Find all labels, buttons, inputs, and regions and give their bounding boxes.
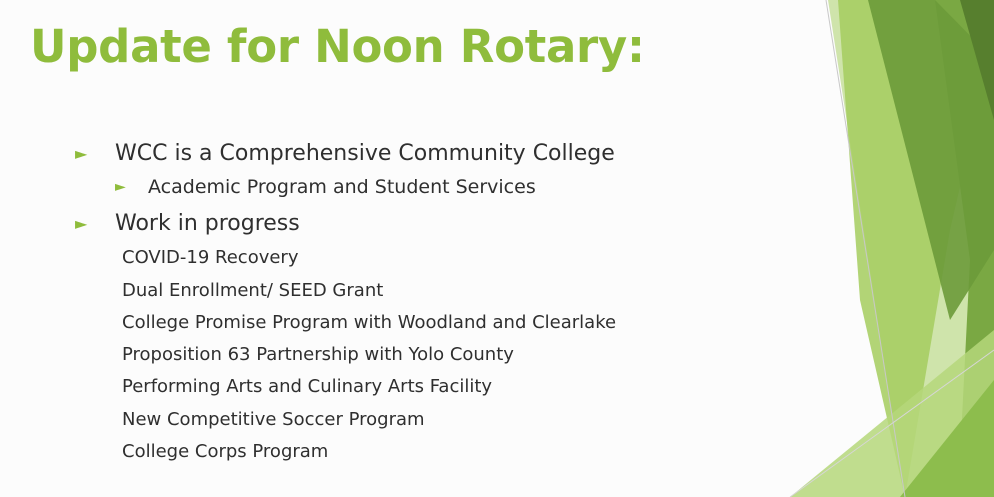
- slide-title: Update for Noon Rotary:: [30, 20, 645, 73]
- bullet-work-in-progress: [75, 211, 300, 236]
- sub-bullet-academic-program: [115, 176, 536, 198]
- progress-item-arts-facility: Performing Arts and Culinary Arts Facility: [122, 376, 493, 397]
- bullet-comprehensive-college: [75, 141, 615, 166]
- progress-item-covid-recovery: COVID-19 Recovery: [122, 247, 299, 268]
- progress-item-college-promise: College Promise Program with Woodland and Clearlake: [122, 312, 617, 333]
- bullet-text: Work in progress: [115, 211, 300, 236]
- right-triangle-arrow-icon: ►: [75, 214, 88, 233]
- bullet-text: Academic Program and Student Services: [148, 176, 536, 198]
- progress-item-soccer-program: New Competitive Soccer Program: [122, 409, 425, 430]
- right-triangle-arrow-icon: ►: [75, 144, 88, 163]
- progress-item-dual-enrollment: Dual Enrollment/ SEED Grant: [122, 280, 384, 301]
- bullet-text: WCC is a Comprehensive Community College: [115, 141, 615, 166]
- right-triangle-arrow-icon: ►: [115, 179, 126, 195]
- progress-item-college-corps: College Corps Program: [122, 441, 329, 462]
- progress-item-proposition-63: Proposition 63 Partnership with Yolo County: [122, 344, 514, 365]
